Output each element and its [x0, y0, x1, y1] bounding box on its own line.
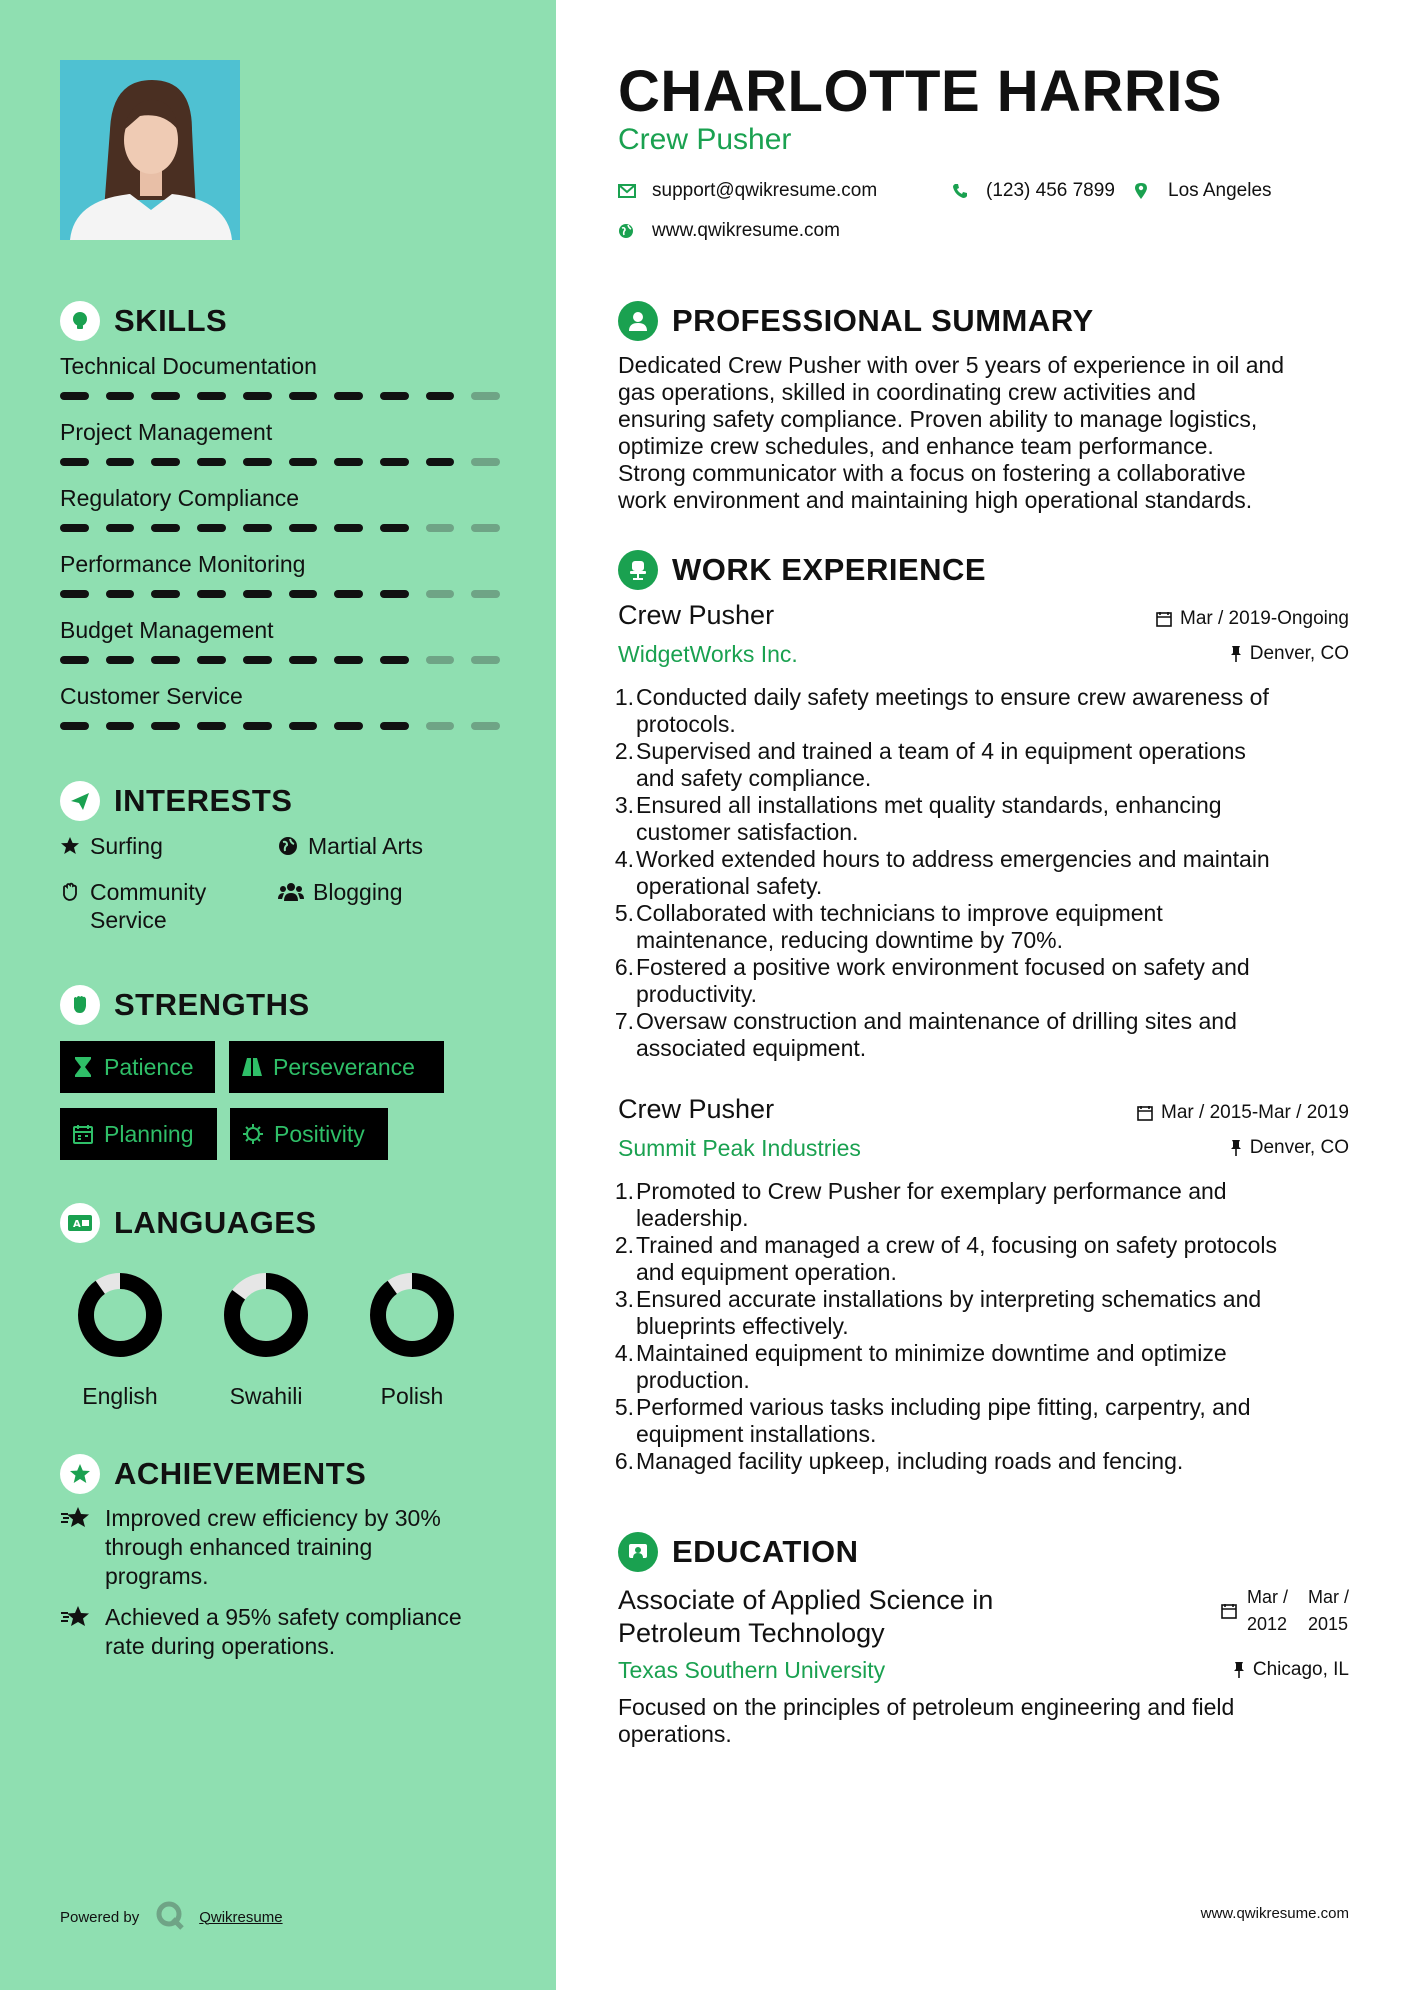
skill-level-dash	[151, 722, 180, 730]
star-icon	[60, 832, 90, 860]
globe-icon	[618, 223, 640, 239]
skill-level-dash	[289, 458, 318, 466]
skill-level-dash	[426, 524, 455, 532]
job-location: Denver, CO	[1230, 1137, 1349, 1159]
job-role: Crew Pusher	[618, 1094, 775, 1124]
skill-level-dash	[197, 722, 226, 730]
skill-level-dash	[243, 458, 272, 466]
skill-level-bar	[60, 458, 500, 466]
list-item: 5. Performed various tasks including pipe fitting, carpentry, and equipment installations.	[614, 1394, 1251, 1447]
skills-heading: SKILLS	[60, 301, 227, 341]
skill-level-dash	[60, 458, 89, 466]
language-level-ring	[367, 1270, 457, 1360]
education-heading: EDUCATION	[618, 1532, 858, 1572]
skill-level-bar	[60, 590, 500, 598]
skill-level-dash	[426, 458, 455, 466]
skill-level-dash	[471, 392, 500, 400]
skill-item	[60, 352, 500, 400]
skill-level-dash	[197, 392, 226, 400]
list-item: 2. Trained and managed a crew of 4, focusing on safety protocols and equipment operation.	[614, 1232, 1277, 1285]
skill-level-dash	[197, 656, 226, 664]
skill-level-dash	[380, 656, 409, 664]
language-level-ring	[75, 1270, 165, 1360]
skill-level-dash	[334, 524, 363, 532]
summary-text: Dedicated Crew Pusher with over 5 years of experience in oil and gas operations, skilled in coordinating crew activities and ensuring safety compliance. Proven ability to manage logistics, optimize crew schedules, and enhance team performance. Strong communicator with a focus on fostering a collaborative work environment and maintaining high operational standards.	[618, 352, 1285, 513]
language-item	[352, 1270, 472, 1410]
list-item: 3. Ensured all installations met quality standards, enhancing customer satisfaction.	[614, 792, 1222, 845]
skill-level-dash	[151, 458, 180, 466]
language-name: Swahili	[229, 1383, 303, 1409]
skill-name: Regulatory Compliance	[60, 485, 300, 511]
interests-heading: INTERESTS	[60, 781, 292, 821]
skill-level-dash	[471, 656, 500, 664]
globe-icon	[278, 832, 308, 860]
experience-heading: WORK EXPERIENCE	[618, 550, 986, 590]
strength-badge: Perseverance	[229, 1041, 444, 1093]
job-bullets	[614, 1178, 1374, 1475]
candidate-title: Crew Pusher	[618, 123, 792, 156]
star-achievement-icon	[60, 1504, 105, 1591]
star-badge-icon	[60, 1454, 100, 1494]
language-name: English	[82, 1383, 158, 1409]
skill-level-dash	[243, 656, 272, 664]
language-item	[60, 1270, 180, 1410]
list-item: 4. Worked extended hours to address emergencies and maintain operational safety.	[614, 846, 1270, 899]
skill-level-dash	[60, 392, 89, 400]
skill-level-dash	[380, 524, 409, 532]
skill-level-bar	[60, 524, 500, 532]
education-dates: Mar / 2012 Mar / 2015	[1221, 1584, 1349, 1638]
skill-item	[60, 484, 500, 532]
strength-badge: Positivity	[230, 1108, 388, 1160]
strengths-heading: STRENGTHS	[60, 985, 310, 1025]
skill-level-dash	[243, 392, 272, 400]
main-content	[556, 0, 1407, 1990]
skill-level-dash	[151, 590, 180, 598]
achievements-heading: ACHIEVEMENTS	[60, 1454, 366, 1494]
office-chair-icon	[618, 550, 658, 590]
education-degree: Associate of Applied Science in Petroleum Technology	[618, 1585, 994, 1648]
job-dates: Mar / 2019-Ongoing	[1156, 608, 1349, 630]
list-item: 6. Managed facility upkeep, including roads and fencing.	[614, 1448, 1184, 1474]
interest-item: Community Service	[60, 878, 206, 934]
skill-level-bar	[60, 722, 500, 730]
list-item: 4. Maintained equipment to minimize downtime and optimize production.	[614, 1340, 1227, 1393]
phone-icon	[952, 183, 974, 199]
interest-item: Blogging	[278, 878, 403, 906]
skill-level-dash	[426, 392, 455, 400]
qwikresume-logo-icon	[155, 1900, 185, 1934]
list-item: 7. Oversaw construction and maintenance of drilling sites and associated equipment.	[614, 1008, 1237, 1061]
skill-level-dash	[151, 656, 180, 664]
skill-level-bar	[60, 392, 500, 400]
list-item: 3. Ensured accurate installations by interpreting schematics and blueprints effectively.	[614, 1286, 1262, 1339]
skill-level-dash	[106, 590, 135, 598]
skill-level-dash	[60, 590, 89, 598]
skill-level-bar	[60, 656, 500, 664]
pushpin-icon	[1230, 645, 1242, 663]
language-ring-fill	[86, 1281, 154, 1349]
skill-level-dash	[380, 722, 409, 730]
skill-level-dash	[380, 590, 409, 598]
list-item: 5. Collaborated with technicians to improve equipment maintenance, reducing downtime by 70%.	[614, 900, 1163, 953]
summary-heading: PROFESSIONAL SUMMARY	[618, 301, 1094, 341]
skill-level-dash	[334, 458, 363, 466]
skill-level-dash	[426, 590, 455, 598]
skill-level-dash	[197, 458, 226, 466]
contact-phone: (123) 456 7899	[952, 180, 1115, 202]
skill-item	[60, 550, 500, 598]
interest-item: Surfing	[60, 832, 163, 860]
envelope-icon	[618, 184, 640, 198]
skill-level-dash	[334, 590, 363, 598]
skill-level-dash	[289, 392, 318, 400]
language-item	[206, 1270, 326, 1410]
skill-level-dash	[289, 524, 318, 532]
job-role: Crew Pusher	[618, 600, 775, 630]
achievement-item: Improved crew efficiency by 30% through enhanced training programs.	[60, 1504, 510, 1591]
lightbulb-icon	[60, 301, 100, 341]
language-level-ring	[221, 1270, 311, 1360]
graduate-icon	[618, 1532, 658, 1572]
powered-by: Powered by Qwikresume	[60, 1900, 283, 1934]
skill-level-dash	[60, 524, 89, 532]
skill-level-dash	[289, 590, 318, 598]
skill-name: Technical Documentation	[60, 353, 317, 379]
language-icon	[60, 1203, 100, 1243]
skill-level-dash	[380, 458, 409, 466]
job-location: Denver, CO	[1230, 643, 1349, 665]
hand-icon	[60, 878, 90, 906]
star-achievement-icon	[60, 1603, 105, 1661]
candidate-name: CHARLOTTE HARRIS	[618, 59, 1223, 124]
user-icon	[618, 301, 658, 341]
list-item: 2. Supervised and trained a team of 4 in equipment operations and safety compliance.	[614, 738, 1246, 791]
education-description: Focused on the principles of petroleum engineering and field operations.	[618, 1694, 1235, 1747]
map-marker-icon	[1134, 182, 1156, 200]
language-ring-fill	[378, 1281, 446, 1349]
fist-icon	[60, 985, 100, 1025]
job-dates: Mar / 2015-Mar / 2019	[1137, 1102, 1349, 1124]
skill-level-dash	[380, 392, 409, 400]
skill-level-dash	[289, 722, 318, 730]
sun-icon	[242, 1123, 264, 1145]
education-location: Chicago, IL	[1233, 1659, 1349, 1681]
pushpin-icon	[1233, 1661, 1245, 1679]
skill-level-dash	[471, 458, 500, 466]
list-item: 6. Fostered a positive work environment focused on safety and productivity.	[614, 954, 1250, 1007]
skill-item	[60, 616, 500, 664]
languages-heading: A LANGUAGES	[60, 1203, 317, 1243]
skill-level-dash	[60, 656, 89, 664]
skill-level-dash	[243, 590, 272, 598]
skill-level-dash	[106, 656, 135, 664]
skill-name: Project Management	[60, 419, 273, 445]
skill-name: Performance Monitoring	[60, 551, 306, 577]
skill-level-dash	[151, 392, 180, 400]
contact-email: support@qwikresume.com	[618, 180, 877, 202]
skill-level-dash	[243, 722, 272, 730]
skill-level-dash	[106, 458, 135, 466]
footer-website[interactable]: www.qwikresume.com	[1200, 1905, 1349, 1922]
job-company: WidgetWorks Inc.	[618, 641, 798, 667]
skill-level-dash	[243, 524, 272, 532]
skill-level-dash	[471, 722, 500, 730]
skill-level-dash	[334, 722, 363, 730]
paper-plane-icon	[60, 781, 100, 821]
calendar-icon	[1221, 1603, 1237, 1619]
skill-level-dash	[289, 656, 318, 664]
strength-badge: Patience	[60, 1041, 215, 1093]
pushpin-icon	[1230, 1139, 1242, 1157]
calendar-icon	[72, 1123, 94, 1145]
skill-item	[60, 418, 500, 466]
skill-item	[60, 682, 500, 730]
contact-website: www.qwikresume.com	[618, 220, 840, 242]
skill-level-dash	[426, 722, 455, 730]
strength-badge: Planning	[60, 1108, 217, 1160]
list-item: 1. Promoted to Crew Pusher for exemplary performance and leadership.	[614, 1178, 1227, 1231]
skill-level-dash	[106, 392, 135, 400]
svg-text:A: A	[73, 1219, 81, 1230]
qwikresume-link[interactable]: Qwikresume	[199, 1908, 283, 1926]
road-icon	[241, 1056, 263, 1078]
profile-photo	[60, 60, 240, 240]
achievement-item: Achieved a 95% safety compliance rate during operations.	[60, 1603, 510, 1661]
skill-level-dash	[334, 656, 363, 664]
calendar-icon	[1156, 611, 1172, 627]
job-company: Summit Peak Industries	[618, 1135, 861, 1161]
skill-level-dash	[151, 524, 180, 532]
skill-level-dash	[197, 590, 226, 598]
skill-name: Budget Management	[60, 617, 274, 643]
skill-level-dash	[426, 656, 455, 664]
job-bullets	[614, 684, 1374, 1062]
skill-level-dash	[334, 392, 363, 400]
interest-item: Martial Arts	[278, 832, 423, 860]
contact-location: Los Angeles	[1134, 180, 1272, 202]
skill-level-dash	[471, 524, 500, 532]
hourglass-icon	[72, 1056, 94, 1078]
skill-level-dash	[60, 722, 89, 730]
calendar-icon	[1137, 1105, 1153, 1121]
skill-name: Customer Service	[60, 683, 243, 709]
users-icon	[278, 878, 313, 906]
list-item: 1. Conducted daily safety meetings to ensure crew awareness of protocols.	[614, 684, 1269, 737]
education-school: Texas Southern University	[618, 1657, 886, 1683]
language-name: Polish	[380, 1383, 444, 1409]
skill-level-dash	[197, 524, 226, 532]
sidebar	[0, 0, 556, 1990]
skill-level-dash	[106, 722, 135, 730]
skill-level-dash	[106, 524, 135, 532]
skill-level-dash	[471, 590, 500, 598]
